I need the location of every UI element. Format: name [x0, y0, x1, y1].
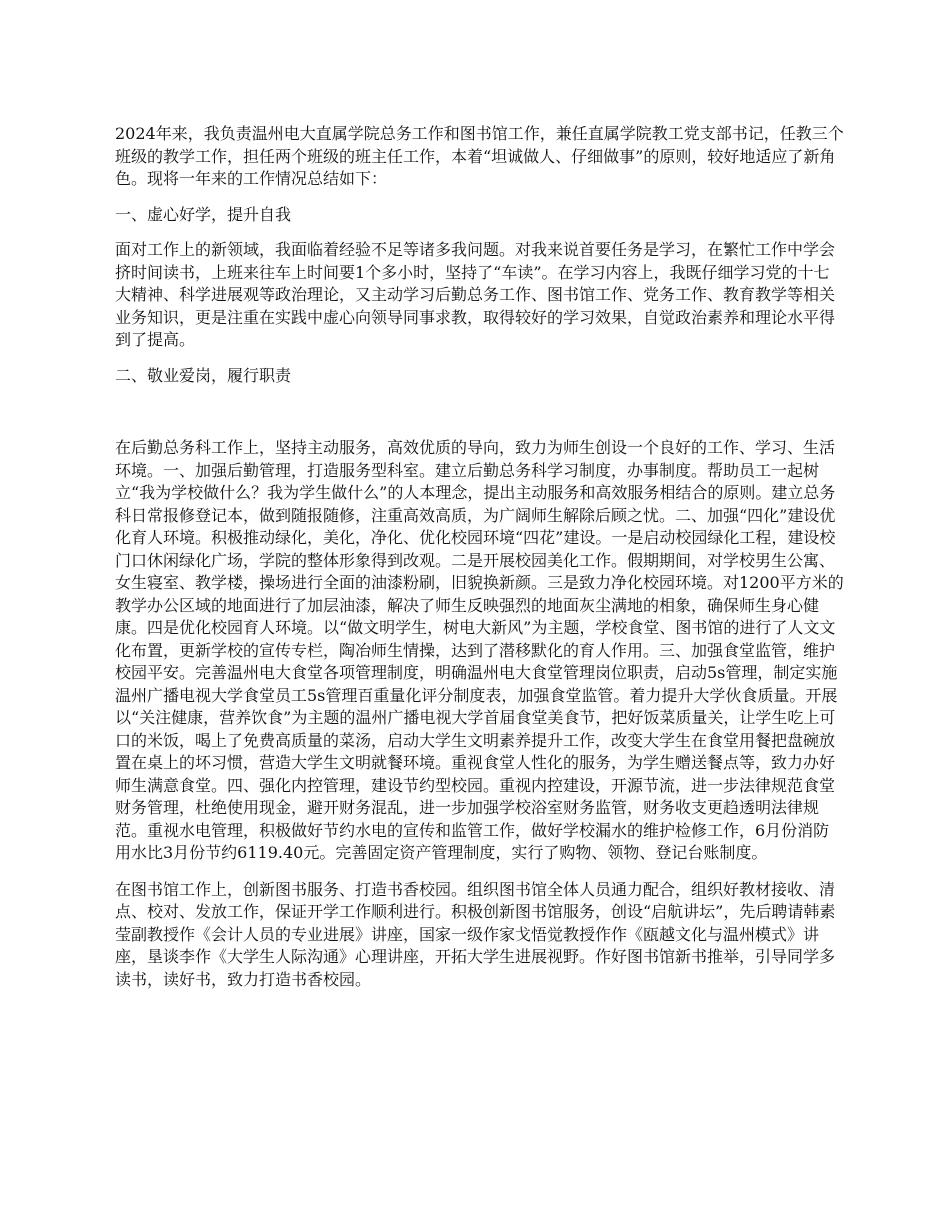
- intro-paragraph: 2024年来，我负责温州电大直属学院总务工作和图书馆工作，兼任直属学院教工党支部书记，任教三个班级的教学工作，担任两个班级的班主任工作，本着“坦诚做人、仔细做事”的原则，较好地适应了新角色。现将一年来的工作情况总结如下：: [115, 124, 844, 188]
- section-1-paragraph: 面对工作上的新领域，我面临着经验不足等诸多我问题。对我来说首要任务是学习，在繁忙工作中学会挤时间读书，上班来往车上时间要1个多小时，坚持了“车读”。在学习内容上，我既仔细学习党的十七大精神、科学进展观等政治理论，又主动学习后勤总务工作、图书馆工作、党务工作、教育教学等相关业务知识，更是注重在实践中虚心向领导同事求教，取得较好的学习效果，自觉政治素养和理论水平得到了提高。: [115, 240, 836, 349]
- logistics-paragraph: 在后勤总务科工作上，坚持主动服务，高效优质的导向，致力为师生创设一个良好的工作、学习、生活环境。一、加强后勤管理，打造服务型科室。建立后勤总务科学习制度，办事制度。帮助员工一起树立“我为学校做什么？我为学生做什么”的人本理念，提出主动服务和高效服务相结合的原则。建立总务科日常报修登记本，做到随报随修，注重高效高质，为广阔师生解除后顾之忧。二、加强“四化”建设优化育人环境。积极推动绿化，美化，净化、优化校园环境“四花”建设。一是启动校园绿化工程，建设校门口休闲绿化广场，学院的整体形象得到改观。二是开展校园美化工作。假期期间，对学校男生公寓、女生寝室、教学楼，操场进行全面的油漆粉刷，旧貌换新颜。三是致力净化校园环境。对1200平方米的教学办公区域的地面进行了加层油漆，解决了师生反映强烈的地面灰尘满地的相象，确保师生身心健康。四是优化校园育人环境。以“做文明学生，树电大新风”为主题，学校食堂、图书馆的进行了人文文化布置，更新学校的宣传专栏，陶冶师生情操，达到了潜移默化的育人作用。三、加强食堂监管，维护校园平安。完善温州电大食堂各项管理制度，明确温州电大食堂管理岗位职责，启动5s管理，制定实施温州广播电视大学食堂员工5s管理百重量化评分制度表，加强食堂监管。着力提升大学伙食质量。开展以“关注健康，营养饮食”为主题的温州广播电视大学首届食堂美食节，把好饭菜质量关，让学生吃上可口的米饭，喝上了免费高质量的菜汤，启动大学生文明素养提升工作，改变大学生在食堂用餐把盘碗放置在桌上的坏习惯，营造大学生文明就餐环境。重视食堂人性化的服务，为学生赠送餐点等，致力办好师生满意食堂。四、强化内控管理，建设节约型校园。重视内控建设，开源节流，进一步法律规范食堂财务管理，杜绝使用现金，避开财务混乱，进一步加强学校浴室财务监管，财务收支更趋透明法律规范。重视水电管理，积极做好节约水电的宣传和监管工作，做好学校漏水的维护检修工作，6月份消防用水比3月份节约6119.40元。完善固定资产管理制度，实行了购物、领物、登记台账制度。: [115, 438, 844, 862]
- section-heading-2: 二、敬业爱岗，履行职责: [115, 365, 292, 385]
- library-paragraph: 在图书馆工作上，创新图书服务、打造书香校园。组织图书馆全体人员通力配合，组织好教材接收、清点、校对、发放工作，保证开学工作顺利进行。积极创新图书馆服务，创设“启航讲坛”，先后聘请韩素莹副教授作《会计人员的专业进展》讲座，国家一级作家戈悟觉教授作作《瓯越文化与温州模式》讲座，垦谈李作《大学生人际沟通》心理讲座，开拓大学生进展视野。作好图书馆新书推举，引导同学多读书，读好书，致力打造书香校园。: [115, 879, 836, 989]
- document-page: [115, 123, 845, 991]
- section-heading-1: 一、虚心好学，提升自我: [115, 204, 292, 224]
